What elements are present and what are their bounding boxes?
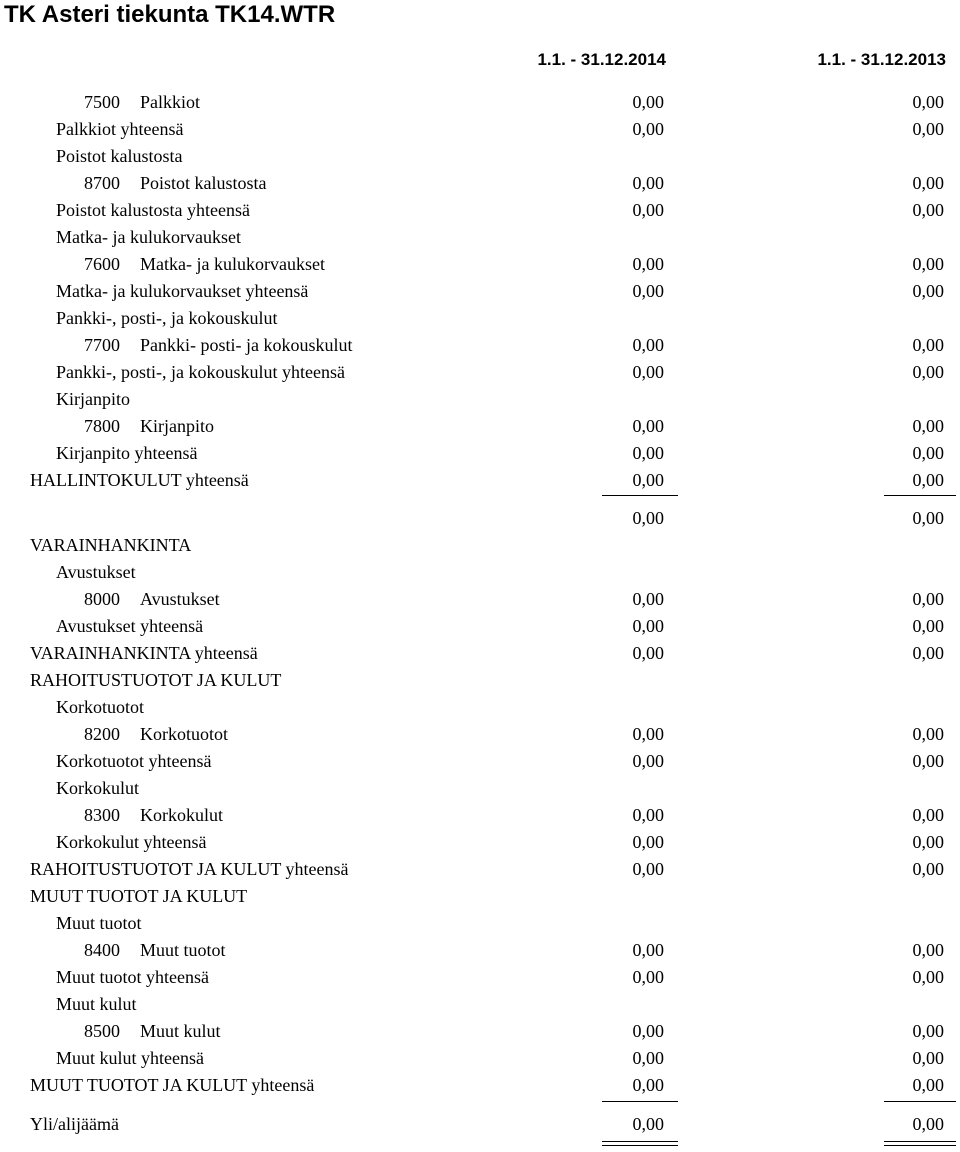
value-2013: 0,00 (912, 724, 944, 744)
row-label: Pankki-, posti-, ja kokouskulut (56, 308, 278, 328)
table-row (0, 640, 960, 667)
account-row (0, 802, 960, 829)
table-row (0, 775, 960, 802)
account-code: 7500 (84, 92, 120, 112)
value-2014: 0,00 (632, 751, 664, 771)
value-2014: 0,00 (632, 362, 664, 382)
row-label: Kirjanpito (140, 416, 214, 436)
value-2013: 0,00 (912, 589, 944, 609)
value-2014: 0,00 (632, 470, 664, 490)
table-row (0, 829, 960, 856)
value-2014: 0,00 (632, 173, 664, 193)
value-2014: 0,00 (632, 805, 664, 825)
table-row (0, 505, 960, 532)
table-row (0, 1072, 960, 1099)
value-2013: 0,00 (912, 416, 944, 436)
row-label: Muut tuotot (140, 940, 226, 960)
value-2013: 0,00 (912, 92, 944, 112)
row-label: RAHOITUSTUOTOT JA KULUT (30, 670, 282, 690)
table-row (0, 467, 960, 494)
value-2013: 0,00 (912, 616, 944, 636)
value-2013: 0,00 (912, 200, 944, 220)
account-row (0, 332, 960, 359)
row-label: Pankki-, posti-, ja kokouskulut yhteensä (56, 362, 345, 382)
value-2013: 0,00 (912, 859, 944, 879)
account-code: 8400 (84, 940, 120, 960)
account-row (0, 89, 960, 116)
row-label: Palkkiot (140, 92, 201, 112)
total-underline (602, 495, 678, 496)
table-row (0, 910, 960, 937)
value-2014: 0,00 (632, 967, 664, 987)
row-label: Matka- ja kulukorvaukset yhteensä (56, 281, 309, 301)
row-label: VARAINHANKINTA yhteensä (30, 643, 258, 663)
value-2014: 0,00 (632, 643, 664, 663)
account-code: 7700 (84, 335, 120, 355)
value-2013: 0,00 (912, 281, 944, 301)
row-label: Matka- ja kulukorvaukset (56, 227, 241, 247)
report-title: TK Asteri tiekunta TK14.WTR (4, 1, 336, 28)
value-2014: 0,00 (632, 1021, 664, 1041)
value-2014: 0,00 (632, 940, 664, 960)
table-row (0, 613, 960, 640)
total-underline (884, 1101, 956, 1102)
table-row (0, 386, 960, 413)
row-label: Muut kulut (56, 994, 137, 1014)
account-code: 8500 (84, 1021, 120, 1041)
value-2013: 0,00 (912, 1048, 944, 1068)
table-row (0, 559, 960, 586)
table-row (0, 694, 960, 721)
value-2014: 0,00 (632, 616, 664, 636)
value-2014: 0,00 (632, 200, 664, 220)
table-row (0, 359, 960, 386)
row-label: Korkokulut yhteensä (56, 832, 207, 852)
account-row (0, 1018, 960, 1045)
row-label: Kirjanpito yhteensä (56, 443, 198, 463)
row-label: Korkotuotot (140, 724, 228, 744)
table-row (0, 197, 960, 224)
value-2013: 0,00 (912, 967, 944, 987)
value-2014: 0,00 (632, 1114, 664, 1134)
row-label: Pankki- posti- ja kokouskulut (140, 335, 353, 355)
value-2014: 0,00 (632, 589, 664, 609)
value-2013: 0,00 (912, 1075, 944, 1095)
account-code: 8000 (84, 589, 120, 609)
account-row (0, 251, 960, 278)
value-2013: 0,00 (912, 335, 944, 355)
total-underline (884, 495, 956, 496)
table-row (0, 883, 960, 910)
table-row (0, 305, 960, 332)
account-row (0, 413, 960, 440)
value-2013: 0,00 (912, 1114, 944, 1134)
value-2013: 0,00 (912, 470, 944, 490)
row-label: Poistot kalustosta (140, 173, 267, 193)
row-label: MUUT TUOTOT JA KULUT yhteensä (30, 1075, 315, 1095)
account-row (0, 586, 960, 613)
row-label: Muut kulut (140, 1021, 221, 1041)
value-2014: 0,00 (632, 443, 664, 463)
table-row (0, 1111, 960, 1138)
total-underline (602, 1101, 678, 1102)
value-2013: 0,00 (912, 940, 944, 960)
account-code: 8200 (84, 724, 120, 744)
value-2013: 0,00 (912, 443, 944, 463)
table-row (0, 964, 960, 991)
value-2013: 0,00 (912, 805, 944, 825)
value-2013: 0,00 (912, 832, 944, 852)
row-label: Muut tuotot (56, 913, 142, 933)
account-row (0, 170, 960, 197)
row-label: Matka- ja kulukorvaukset (140, 254, 325, 274)
row-label: Korkotuotot (56, 697, 144, 717)
value-2013: 0,00 (912, 1021, 944, 1041)
row-label: Korkokulut (56, 778, 139, 798)
table-row (0, 748, 960, 775)
value-2014: 0,00 (632, 859, 664, 879)
row-label: MUUT TUOTOT JA KULUT (30, 886, 248, 906)
row-label: HALLINTOKULUT yhteensä (30, 470, 249, 490)
value-2014: 0,00 (632, 508, 664, 528)
account-row (0, 937, 960, 964)
row-label: Korkokulut (140, 805, 223, 825)
table-row (0, 991, 960, 1018)
value-2014: 0,00 (632, 832, 664, 852)
table-row (0, 1045, 960, 1072)
total-underline (602, 1145, 678, 1146)
value-2014: 0,00 (632, 119, 664, 139)
table-row (0, 116, 960, 143)
row-label: Palkkiot yhteensä (56, 119, 184, 139)
value-2013: 0,00 (912, 173, 944, 193)
account-code: 7800 (84, 416, 120, 436)
table-row (0, 440, 960, 467)
value-2013: 0,00 (912, 508, 944, 528)
row-label: Poistot kalustosta (56, 146, 183, 166)
value-2014: 0,00 (632, 92, 664, 112)
row-label: RAHOITUSTUOTOT JA KULUT yhteensä (30, 859, 349, 879)
value-2013: 0,00 (912, 254, 944, 274)
column-header-2014: 1.1. - 31.12.2014 (537, 50, 666, 69)
row-label: Muut kulut yhteensä (56, 1048, 204, 1068)
table-row (0, 532, 960, 559)
row-label: Kirjanpito (56, 389, 130, 409)
value-2014: 0,00 (632, 335, 664, 355)
table-row (0, 224, 960, 251)
total-underline (602, 1141, 678, 1142)
row-label: Muut tuotot yhteensä (56, 967, 209, 987)
row-label: Avustukset yhteensä (56, 616, 204, 636)
total-underline (884, 1145, 956, 1146)
value-2014: 0,00 (632, 254, 664, 274)
row-label: Korkotuotot yhteensä (56, 751, 212, 771)
column-header-2013: 1.1. - 31.12.2013 (817, 50, 946, 69)
row-label: Avustukset (140, 589, 220, 609)
value-2014: 0,00 (632, 281, 664, 301)
value-2013: 0,00 (912, 751, 944, 771)
account-row (0, 721, 960, 748)
table-row (0, 143, 960, 170)
value-2013: 0,00 (912, 119, 944, 139)
value-2013: 0,00 (912, 643, 944, 663)
table-row (0, 856, 960, 883)
row-label: VARAINHANKINTA (30, 535, 192, 555)
row-label: Avustukset (56, 562, 136, 582)
value-2014: 0,00 (632, 724, 664, 744)
row-label: Poistot kalustosta yhteensä (56, 200, 250, 220)
value-2014: 0,00 (632, 1048, 664, 1068)
account-code: 8300 (84, 805, 120, 825)
row-label: Yli/alijäämä (30, 1114, 119, 1134)
value-2014: 0,00 (632, 1075, 664, 1095)
table-row (0, 667, 960, 694)
table-row (0, 278, 960, 305)
account-code: 8700 (84, 173, 120, 193)
value-2013: 0,00 (912, 362, 944, 382)
account-code: 7600 (84, 254, 120, 274)
total-underline (884, 1141, 956, 1142)
value-2014: 0,00 (632, 416, 664, 436)
